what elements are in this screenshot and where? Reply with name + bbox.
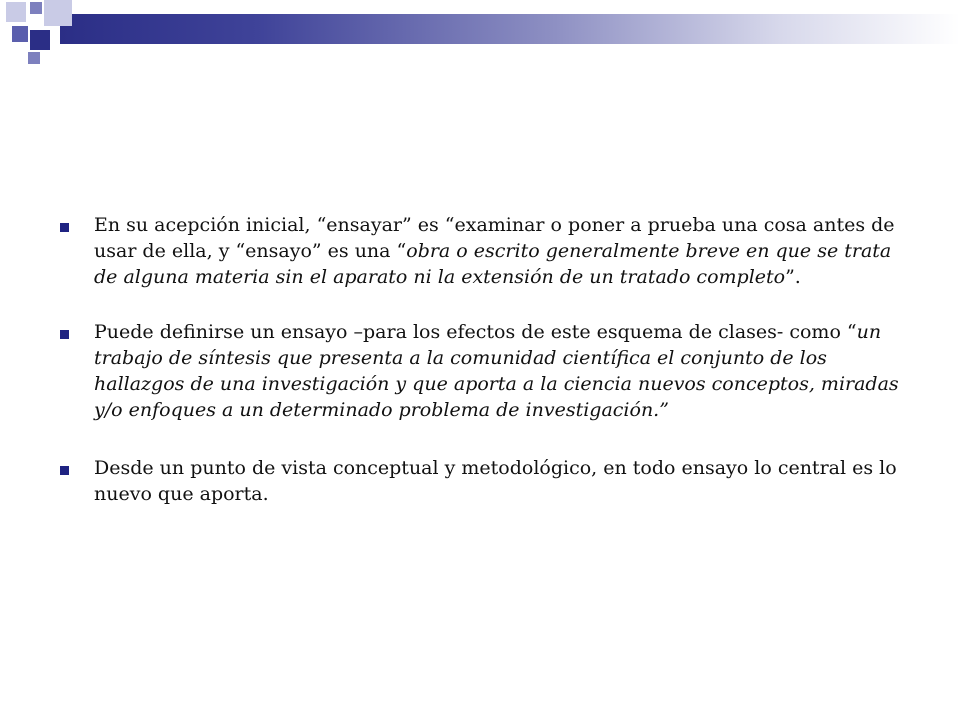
decorative-square (6, 2, 26, 22)
bullet-list (56, 212, 916, 536)
bullet-item (56, 212, 916, 290)
bullet-text: En su acepción inicial, “ensayar” es “examinar o poner a prueba una cosa antes de usar de ella, y “ensayo” es una “obra o escrito generalmente breve en que se trata de alguna materia sin el aparato ni la extensión de un tratado completo”. (94, 214, 895, 288)
square-bullet-icon (60, 223, 69, 232)
square-bullet-icon (60, 466, 69, 475)
decorative-square (30, 2, 42, 14)
bullet-text: Puede definirse un ensayo –para los efectos de este esquema de clases- como “un trabajo de síntesis que presenta a la comunidad científica el conjunto de los hallazgos de una investigación y que aporta a la ciencia nuevos conceptos, miradas y/o enfoques a un determinado problema de investigación.” (94, 321, 899, 421)
decorative-square (12, 26, 28, 42)
decorative-square (30, 30, 50, 50)
decorative-square (28, 52, 40, 64)
header-gradient-bar (60, 14, 960, 44)
square-bullet-icon (60, 330, 69, 339)
decorative-square (44, 0, 72, 26)
bullet-text: Desde un punto de vista conceptual y metodológico, en todo ensayo lo central es lo nuevo que aporta. (94, 457, 897, 505)
bullet-item (56, 319, 916, 423)
bullet-item (56, 455, 916, 507)
